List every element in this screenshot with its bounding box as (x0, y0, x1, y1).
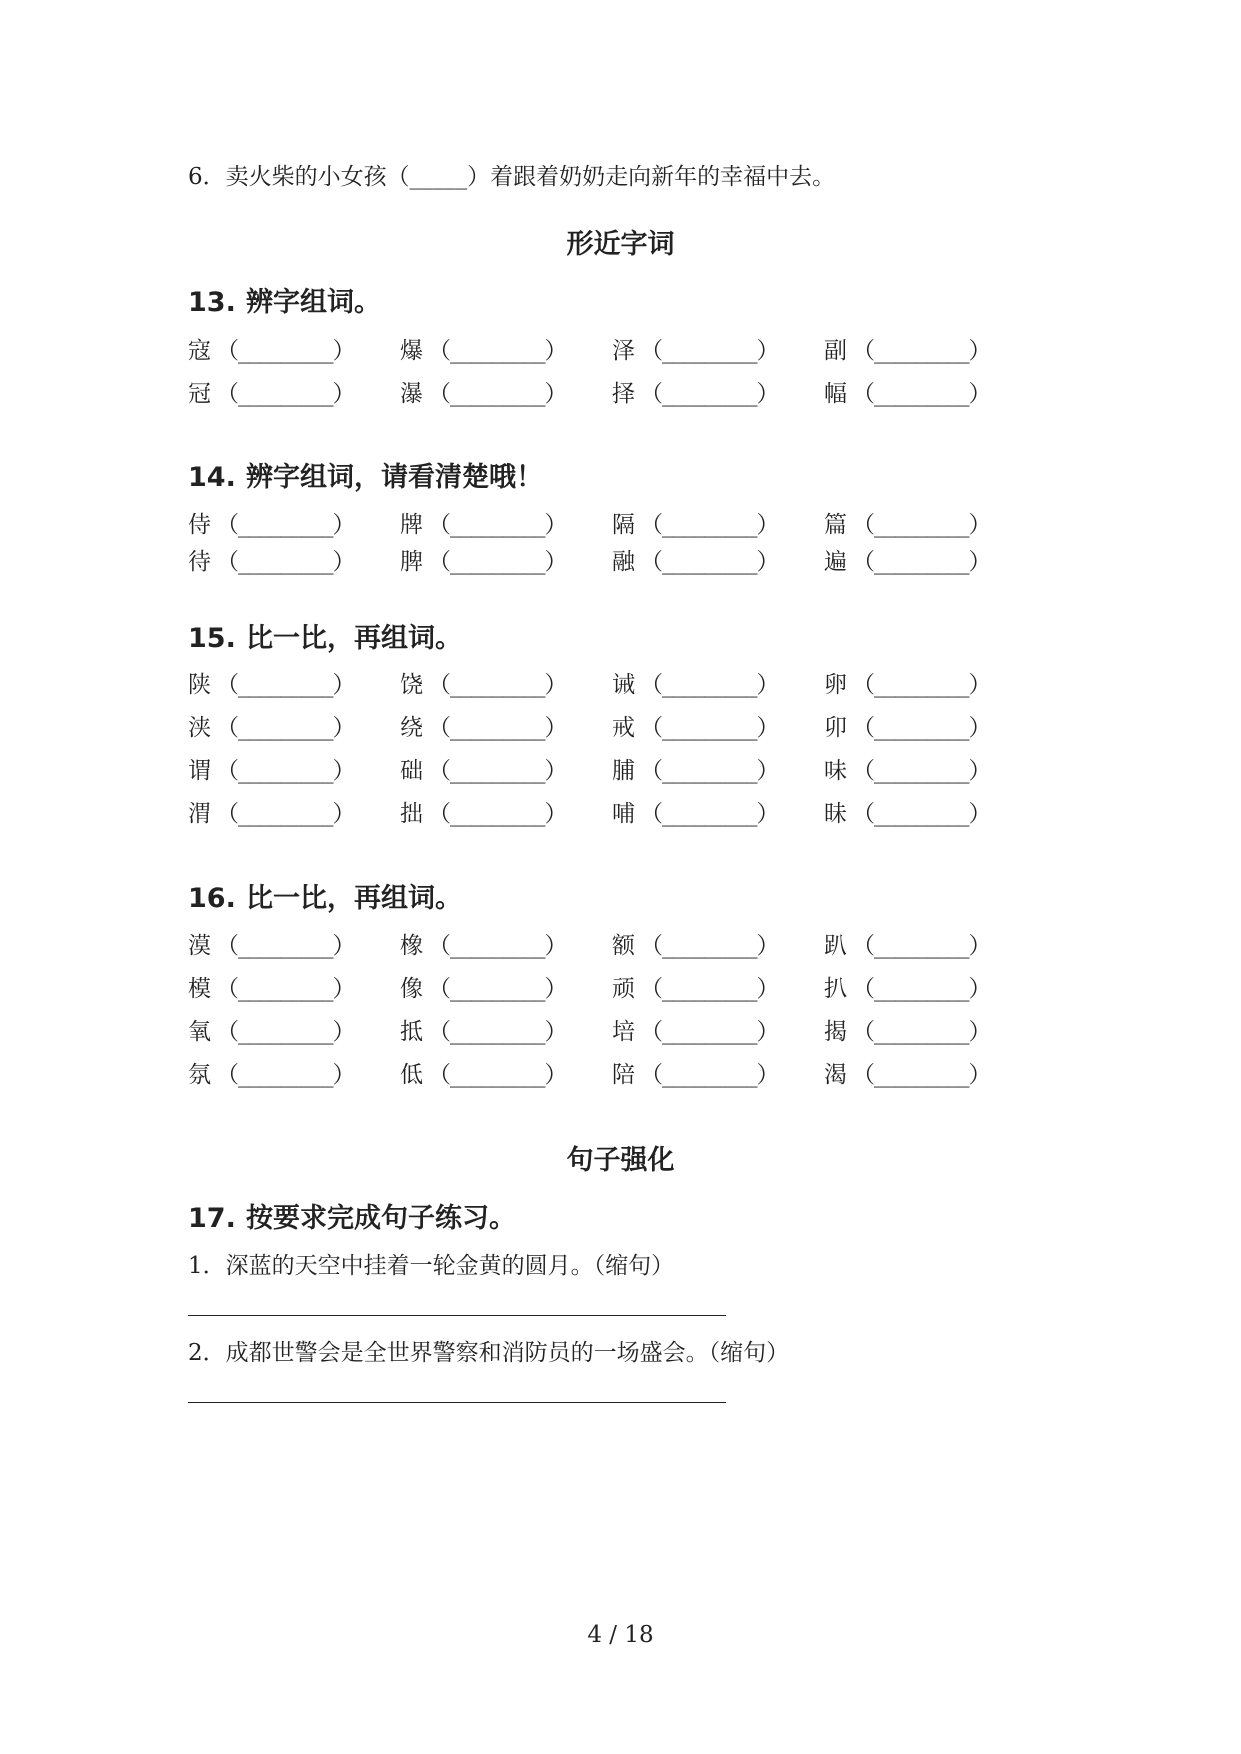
character: 融 (612, 549, 635, 575)
answer-blank[interactable]: （_________） (428, 672, 567, 698)
word-blank-item (400, 752, 567, 785)
answer-blank[interactable]: （_________） (640, 512, 779, 538)
character: 像 (400, 976, 423, 1002)
word-blank-item (188, 1013, 355, 1046)
word-blank-item (188, 375, 355, 408)
word-blank-item (188, 1056, 355, 1089)
answer-blank[interactable]: （_________） (852, 1019, 991, 1045)
answer-blank[interactable]: （_________） (852, 758, 991, 784)
word-blank-item (612, 795, 779, 828)
word-blank-item (612, 927, 779, 960)
answer-blank[interactable]: （_________） (640, 1019, 779, 1045)
character: 础 (400, 758, 423, 784)
character: 脯 (612, 758, 635, 784)
answer-blank[interactable]: （_________） (216, 381, 355, 407)
word-blank-item (612, 666, 779, 699)
character: 寇 (188, 338, 211, 364)
answer-blank[interactable]: （_________） (640, 715, 779, 741)
question-16-heading (188, 876, 462, 915)
character: 渴 (824, 1062, 847, 1088)
answer-blank[interactable]: （_________） (216, 715, 355, 741)
question-number: 16. (188, 883, 236, 914)
word-blank-item (824, 1013, 991, 1046)
answer-blank[interactable]: （_________） (428, 338, 567, 364)
answer-blank[interactable]: （_________） (216, 338, 355, 364)
answer-blank[interactable]: （_________） (428, 1019, 567, 1045)
word-blank-item (824, 970, 991, 1003)
answer-blank[interactable]: （_________） (640, 381, 779, 407)
word-blank-item (400, 1013, 567, 1046)
character: 卵 (824, 672, 847, 698)
character: 氛 (188, 1062, 211, 1088)
word-blank-item (824, 752, 991, 785)
word-blank-item (824, 666, 991, 699)
word-blank-item (824, 375, 991, 408)
word-blank-item (612, 506, 779, 539)
character: 低 (400, 1062, 423, 1088)
question-title: 比一比，再组词。 (246, 883, 462, 914)
word-blank-item (188, 332, 355, 365)
question-title: 辨字组词，请看清楚哦！ (246, 462, 543, 493)
character: 橡 (400, 933, 423, 959)
question-title: 比一比，再组词。 (246, 623, 462, 654)
character: 侍 (188, 512, 211, 538)
answer-line-2[interactable] (188, 1402, 726, 1403)
fill-blank-question-6: 6．卖火柴的小女孩（_____）着跟着奶奶走向新年的幸福中去。 (188, 164, 836, 190)
question-number: 14. (188, 462, 236, 493)
word-blank-item (612, 752, 779, 785)
character: 牌 (400, 512, 423, 538)
answer-blank[interactable]: （_________） (428, 976, 567, 1002)
word-blank-item (824, 927, 991, 960)
word-blank-item (824, 543, 991, 576)
answer-blank[interactable]: （_________） (640, 1062, 779, 1088)
answer-blank[interactable]: （_________） (640, 976, 779, 1002)
character: 抵 (400, 1019, 423, 1045)
word-blank-item (188, 970, 355, 1003)
character: 谓 (188, 758, 211, 784)
character: 篇 (824, 512, 847, 538)
question-15-heading (188, 616, 462, 655)
answer-blank[interactable]: （_________） (640, 758, 779, 784)
question-14-heading (188, 455, 543, 494)
character: 泽 (612, 338, 635, 364)
answer-blank[interactable]: （_________） (852, 512, 991, 538)
character: 昧 (824, 801, 847, 827)
word-blank-item (188, 752, 355, 785)
word-blank-item (612, 970, 779, 1003)
word-blank-item (400, 970, 567, 1003)
word-blank-item (400, 666, 567, 699)
answer-blank[interactable]: （_________） (852, 715, 991, 741)
answer-blank[interactable]: （_________） (640, 801, 779, 827)
answer-blank[interactable]: （_________） (852, 549, 991, 575)
answer-blank[interactable]: （_________） (216, 549, 355, 575)
answer-blank[interactable]: （_________） (216, 1062, 355, 1088)
word-blank-item (400, 709, 567, 742)
character: 培 (612, 1019, 635, 1045)
answer-blank[interactable]: （_________） (428, 758, 567, 784)
character: 副 (824, 338, 847, 364)
answer-blank[interactable]: （_________） (640, 672, 779, 698)
character: 脾 (400, 549, 423, 575)
word-blank-item (824, 506, 991, 539)
character: 爆 (400, 338, 423, 364)
word-blank-item (400, 795, 567, 828)
word-blank-item (188, 543, 355, 576)
character: 遍 (824, 549, 847, 575)
answer-blank[interactable]: （_________） (852, 801, 991, 827)
word-blank-item (400, 375, 567, 408)
answer-blank[interactable]: （_________） (216, 976, 355, 1002)
answer-line-1[interactable] (188, 1315, 726, 1316)
answer-blank[interactable]: （_________） (428, 1062, 567, 1088)
word-blank-item (188, 506, 355, 539)
word-blank-item (612, 332, 779, 365)
answer-blank[interactable]: （_________） (852, 338, 991, 364)
answer-blank[interactable]: （_________） (640, 933, 779, 959)
character: 幅 (824, 381, 847, 407)
character: 氧 (188, 1019, 211, 1045)
answer-blank[interactable]: （_________） (428, 801, 567, 827)
character: 饶 (400, 672, 423, 698)
character: 待 (188, 549, 211, 575)
answer-blank[interactable]: （_________） (852, 976, 991, 1002)
section-title-sentence-practice: 句子强化 (566, 1145, 675, 1176)
answer-blank[interactable]: （_________） (216, 933, 355, 959)
word-blank-item (612, 543, 779, 576)
character: 冠 (188, 381, 211, 407)
word-blank-item (188, 927, 355, 960)
character: 扒 (824, 976, 847, 1002)
character: 额 (612, 933, 635, 959)
sentence-item-1: 1．深蓝的天空中挂着一轮金黄的圆月。（缩句） (188, 1253, 675, 1279)
character: 瀑 (400, 381, 423, 407)
word-blank-item (188, 666, 355, 699)
answer-blank[interactable]: （_________） (640, 338, 779, 364)
character: 模 (188, 976, 211, 1002)
word-blank-item (824, 709, 991, 742)
answer-blank[interactable]: （_________） (428, 715, 567, 741)
answer-blank[interactable]: （_________） (852, 672, 991, 698)
character: 浃 (188, 715, 211, 741)
question-title: 按要求完成句子练习。 (246, 1203, 516, 1234)
character: 卯 (824, 715, 847, 741)
sentence-item-2: 2．成都世警会是全世界警察和消防员的一场盛会。（缩句） (188, 1340, 790, 1366)
answer-blank[interactable]: （_________） (428, 381, 567, 407)
answer-blank[interactable]: （_________） (428, 549, 567, 575)
character: 拙 (400, 801, 423, 827)
character: 绕 (400, 715, 423, 741)
character: 哺 (612, 801, 635, 827)
word-blank-item (824, 795, 991, 828)
answer-blank[interactable]: （_________） (640, 549, 779, 575)
answer-blank[interactable]: （_________） (216, 1019, 355, 1045)
character: 揭 (824, 1019, 847, 1045)
answer-blank[interactable]: （_________） (852, 1062, 991, 1088)
character: 择 (612, 381, 635, 407)
character: 陕 (188, 672, 211, 698)
word-blank-item (400, 1056, 567, 1089)
question-number: 13. (188, 287, 236, 318)
word-blank-item (612, 709, 779, 742)
character: 戒 (612, 715, 635, 741)
character: 诫 (612, 672, 635, 698)
character: 味 (824, 758, 847, 784)
section-title-similar-characters: 形近字词 (566, 229, 675, 260)
word-blank-item (824, 1056, 991, 1089)
word-blank-item (612, 375, 779, 408)
character: 趴 (824, 933, 847, 959)
character: 隔 (612, 512, 635, 538)
word-blank-item (400, 332, 567, 365)
word-blank-item (612, 1013, 779, 1046)
character: 漠 (188, 933, 211, 959)
page-number: 4 / 18 (587, 1622, 654, 1648)
answer-blank[interactable]: （_________） (216, 801, 355, 827)
word-blank-item (188, 795, 355, 828)
answer-blank[interactable]: （_________） (216, 672, 355, 698)
answer-blank[interactable]: （_________） (428, 933, 567, 959)
question-number: 15. (188, 623, 236, 654)
answer-blank[interactable]: （_________） (852, 933, 991, 959)
answer-blank[interactable]: （_________） (216, 758, 355, 784)
answer-blank[interactable]: （_________） (852, 381, 991, 407)
word-blank-item (188, 709, 355, 742)
answer-blank[interactable]: （_________） (428, 512, 567, 538)
character: 顽 (612, 976, 635, 1002)
word-blank-item (400, 543, 567, 576)
question-number: 17. (188, 1203, 236, 1234)
question-17-heading (188, 1196, 516, 1235)
answer-blank[interactable]: （_________） (216, 512, 355, 538)
character: 渭 (188, 801, 211, 827)
question-title: 辨字组词。 (246, 287, 381, 318)
character: 陪 (612, 1062, 635, 1088)
question-13-heading (188, 280, 381, 319)
word-blank-item (400, 927, 567, 960)
word-blank-item (824, 332, 991, 365)
word-blank-item (400, 506, 567, 539)
word-blank-item (612, 1056, 779, 1089)
